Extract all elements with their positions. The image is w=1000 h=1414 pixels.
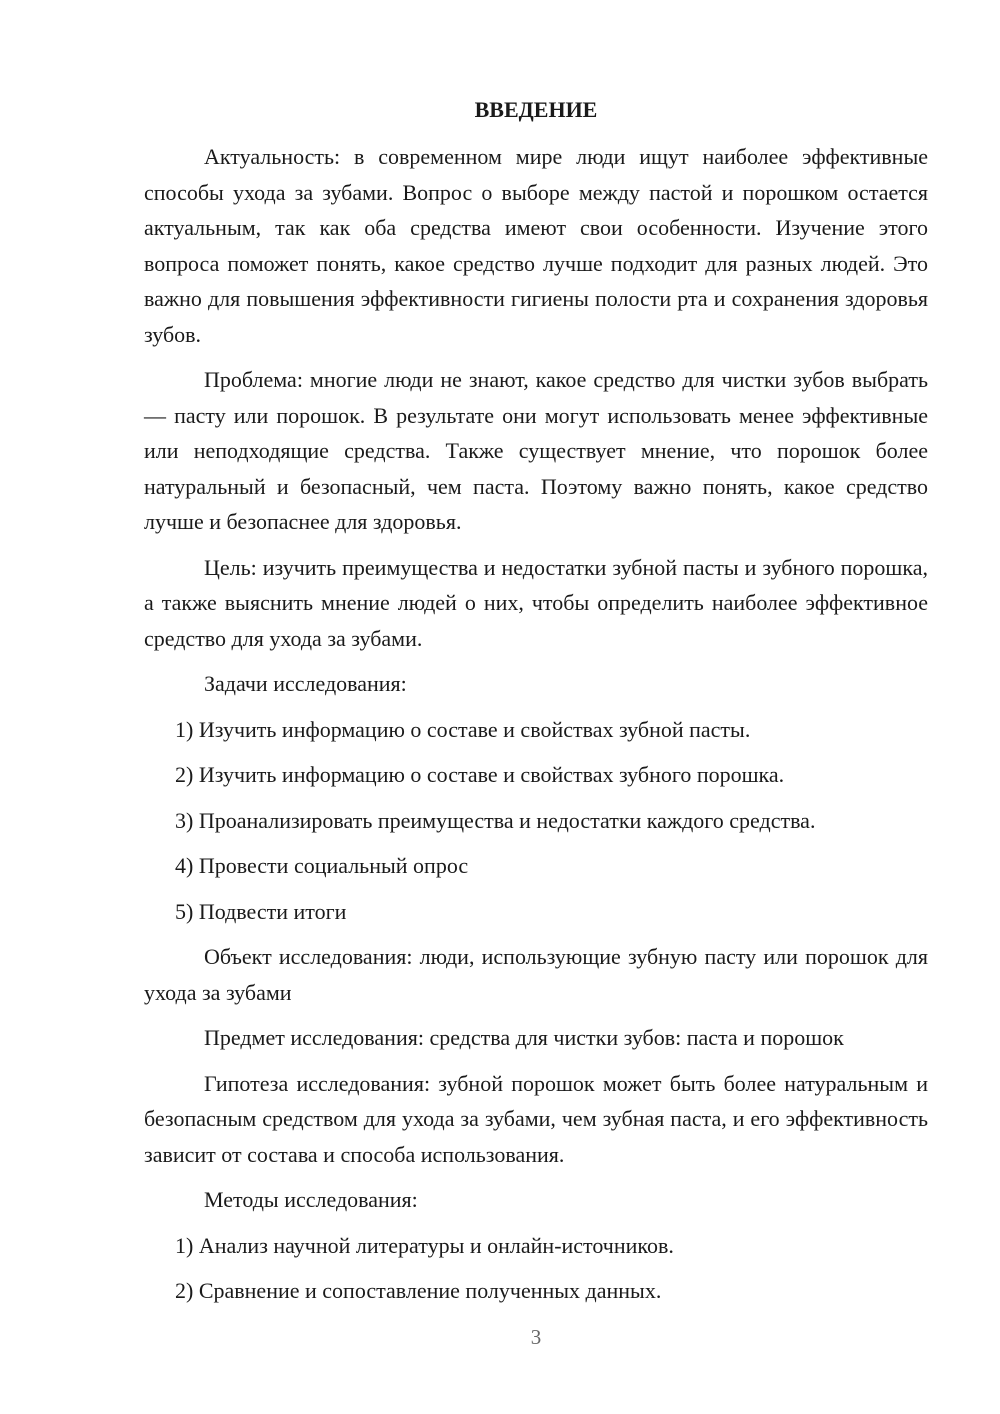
task-item: 2) Изучить информацию о составе и свойствах зубного порошка. — [175, 762, 785, 787]
tasks-heading: Задачи исследования: — [204, 671, 407, 696]
task-item: 4) Провести социальный опрос — [175, 853, 469, 878]
goal-paragraph: Цель: изучить преимущества и недостатки зубной пасты и зубного порошка, а также выяснить мнение людей о них, чтобы определить наиболее эффективное средство для ухода за зубами. — [144, 554, 928, 651]
task-item: 3) Проанализировать преимущества и недостатки каждого средства. — [175, 807, 816, 833]
method-item: 2) Сравнение и сопоставление полученных данных. — [175, 1278, 662, 1303]
method-item: 1) Анализ научной литературы и онлайн-источников. — [175, 1232, 674, 1258]
subject-paragraph: Предмет исследования: средства для чистки зубов: паста и порошок — [204, 1025, 844, 1050]
document-body — [144, 91, 928, 1319]
methods-heading: Методы исследования: — [204, 1187, 418, 1212]
hypothesis-paragraph: Гипотеза исследования: зубной порошок может быть более натуральным и безопасным средством для ухода за зубами, чем зубная паста, и его эффективность зависит от состава и способа использования. — [144, 1070, 928, 1167]
page-number: 3 — [530, 1325, 542, 1349]
task-item: 1) Изучить информацию о составе и свойствах зубной пасты. — [175, 716, 751, 742]
tasks-list — [144, 712, 928, 930]
methods-list — [144, 1228, 928, 1309]
relevance-paragraph: Актуальность: в современном мире люди ищут наиболее эффективные способы ухода за зубами. Вопрос о выборе между пастой и порошком остается актуальным, так как оба средства имеют свои особенности. Изучение этого вопроса поможет понять, какое средство лучше подходит для разных людей. Это важно для повышения эффективности гигиены полости рта и сохранения здоровья зубов. — [144, 144, 928, 347]
task-item: 5) Подвести итоги — [175, 898, 347, 924]
page-title: ВВЕДЕНИЕ — [474, 97, 598, 122]
problem-paragraph: Проблема: многие люди не знают, какое средство для чистки зубов выбрать — пасту или порошок. В результате они могут использовать менее эффективные или неподходящие средства. Также существует мнение, что порошок более натуральный и безопасный, чем паста. Поэтому важно понять, какое средство лучше и безопаснее для здоровья. — [144, 367, 928, 534]
object-paragraph: Объект исследования: люди, использующие зубную пасту или порошок для ухода за зубами — [144, 944, 928, 1005]
